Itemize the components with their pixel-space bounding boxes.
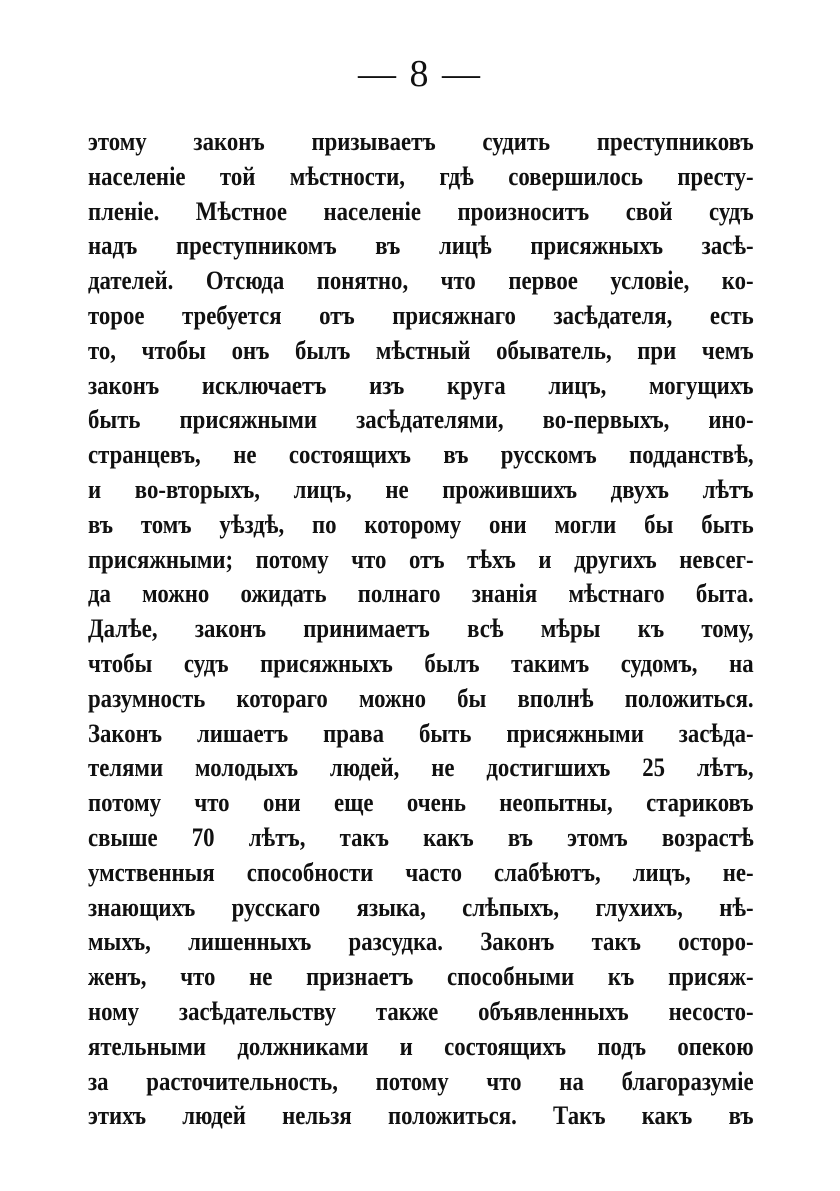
word: есть <box>709 299 754 330</box>
word: способными <box>447 961 575 992</box>
word: лѣтъ, <box>248 821 306 852</box>
text-line <box>88 924 754 959</box>
word: онъ <box>231 334 270 365</box>
word: Мѣстное <box>195 195 287 226</box>
word: которому <box>364 508 462 539</box>
word: не <box>249 961 273 992</box>
word: расточительность, <box>146 1065 338 1096</box>
word: во-вторыхъ, <box>134 473 260 504</box>
word: призываетъ <box>311 126 436 156</box>
word: засѣдательству <box>178 995 336 1026</box>
word: дателей. <box>88 265 174 296</box>
word: свыше <box>88 821 158 852</box>
word: лицѣ <box>438 230 492 261</box>
word: знающихъ <box>88 891 196 922</box>
word: мѣстный <box>375 334 471 365</box>
word: томъ <box>140 508 192 539</box>
word: разумность <box>88 682 206 713</box>
word: положиться. <box>624 682 754 713</box>
text-line <box>88 716 754 751</box>
word: законъ <box>88 369 160 400</box>
word: чемъ <box>701 334 754 365</box>
word: стариковъ <box>646 787 754 818</box>
word: въ <box>507 821 533 852</box>
word: законъ <box>194 613 267 644</box>
word: слабѣютъ, <box>494 856 601 887</box>
word: способности <box>246 856 374 887</box>
word: чтобы <box>141 334 206 365</box>
text-line <box>88 820 754 855</box>
word: и <box>88 473 102 504</box>
word: потому <box>375 1065 449 1096</box>
word: первое <box>508 265 578 296</box>
word: также <box>375 995 439 1026</box>
word: телями <box>88 752 164 783</box>
word: неопытны, <box>499 787 613 818</box>
word: былъ <box>295 334 351 365</box>
word: 25 <box>642 752 666 783</box>
word: преступниковъ <box>596 126 754 156</box>
word: отъ <box>408 543 445 574</box>
word: въ <box>443 439 469 470</box>
word: во-первыхъ, <box>542 404 670 435</box>
word: свой <box>625 195 673 226</box>
word: лицъ, <box>548 369 607 400</box>
body-text <box>88 124 754 1133</box>
text-line <box>88 472 754 507</box>
word: глухихъ, <box>595 891 683 922</box>
word: 70 <box>191 821 215 852</box>
word: невсег- <box>679 543 754 574</box>
word: и <box>399 1030 413 1061</box>
word: присяжными <box>179 404 318 435</box>
word: какъ <box>423 821 474 852</box>
text-line <box>88 263 754 298</box>
word: лишенныхъ <box>188 926 312 957</box>
word: можно <box>142 578 210 609</box>
text-line <box>88 437 754 472</box>
word: Далѣе, <box>88 613 158 644</box>
word: то, <box>88 334 116 365</box>
text-line <box>88 402 754 437</box>
text-line <box>88 890 754 925</box>
word: ино- <box>708 404 754 435</box>
text-line <box>88 159 754 194</box>
text-line <box>88 507 754 542</box>
word: преступникомъ <box>176 230 337 261</box>
text-line <box>88 959 754 994</box>
word: молодыхъ <box>195 752 299 783</box>
word: очень <box>406 787 466 818</box>
word: быть <box>88 404 141 435</box>
word: судъ <box>709 195 754 226</box>
text-line <box>88 855 754 890</box>
word: людей, <box>329 752 400 783</box>
word: людей <box>182 1100 246 1131</box>
word: языка, <box>356 891 426 922</box>
text-line <box>88 994 754 1029</box>
text-line <box>88 576 754 611</box>
word: что <box>180 961 216 992</box>
word: объявленныхъ <box>478 995 629 1026</box>
word: на <box>559 1065 584 1096</box>
word: другихъ <box>574 543 657 574</box>
word: населеніе <box>323 195 421 226</box>
word: потому <box>88 787 162 818</box>
word: понятно, <box>316 265 409 296</box>
word: не <box>431 752 455 783</box>
word: населеніе <box>88 160 186 191</box>
word: прожившихъ <box>442 473 578 504</box>
word: отъ <box>319 299 355 330</box>
word: слѣпыхъ, <box>462 891 560 922</box>
word: Такъ <box>553 1100 606 1131</box>
word: положиться. <box>387 1100 517 1131</box>
text-line <box>88 542 754 577</box>
word: засѣ- <box>701 230 754 261</box>
word: лицъ, <box>293 473 352 504</box>
word: по <box>312 508 337 539</box>
word: странцевъ, <box>88 439 201 470</box>
word: что <box>351 543 387 574</box>
word: исключаетъ <box>201 369 327 400</box>
word: подданствѣ, <box>629 439 754 470</box>
text-line <box>88 611 754 646</box>
word: засѣдателями, <box>356 404 504 435</box>
word: что <box>440 265 476 296</box>
text-line <box>88 194 754 229</box>
word: тому, <box>701 613 754 644</box>
word: лицъ, <box>632 856 691 887</box>
word: торое <box>88 299 145 330</box>
word: что <box>194 787 230 818</box>
word: двухъ <box>610 473 669 504</box>
word: часто <box>405 856 462 887</box>
word: засѣдателя, <box>553 299 673 330</box>
word: за <box>88 1065 109 1096</box>
text-line <box>88 646 754 681</box>
word: русскаго <box>231 891 321 922</box>
word: ожидать <box>240 578 327 609</box>
word: женъ, <box>88 961 147 992</box>
word: русскомъ <box>500 439 597 470</box>
word: ятельными <box>88 1030 207 1061</box>
text-line <box>88 785 754 820</box>
word: этому <box>88 126 147 156</box>
word: мѣстности, <box>289 160 405 191</box>
word: какъ <box>641 1100 693 1131</box>
word: условіе, <box>610 265 690 296</box>
word: обыватель, <box>496 334 612 365</box>
word: гдѣ <box>439 160 474 191</box>
word: къ <box>607 961 635 992</box>
word: присяжныхъ <box>260 647 393 678</box>
word: Отсюда <box>205 265 285 296</box>
word: былъ <box>424 647 480 678</box>
word: этомъ <box>567 821 628 852</box>
text-line <box>88 1029 754 1064</box>
word: что <box>486 1065 522 1096</box>
word: благоразуміе <box>621 1065 754 1096</box>
word: быта. <box>695 578 754 609</box>
word: признаетъ <box>306 961 414 992</box>
word: могущихъ <box>649 369 754 400</box>
word: подъ <box>597 1030 647 1061</box>
page-number: — 8 — <box>358 53 482 95</box>
word: произноситъ <box>457 195 590 226</box>
word: котораго <box>236 682 328 713</box>
word: знанія <box>471 578 538 609</box>
word: присяжнаго <box>392 299 516 330</box>
word: нѣ- <box>719 891 754 922</box>
word: присяжныхъ <box>530 230 664 261</box>
text-line <box>88 368 754 403</box>
word: вполнѣ <box>517 682 594 713</box>
word: и <box>538 543 552 574</box>
word: нельзя <box>282 1100 352 1131</box>
word: тѣхъ <box>467 543 516 574</box>
word: да <box>88 578 111 609</box>
word: такимъ <box>511 647 590 678</box>
text-line <box>88 228 754 263</box>
word: судить <box>482 126 551 156</box>
word: присяжными; <box>88 543 234 574</box>
word: чтобы <box>88 647 153 678</box>
word: не <box>233 439 257 470</box>
word: этихъ <box>88 1100 146 1131</box>
word: должниками <box>237 1030 369 1061</box>
word: ко- <box>721 265 754 296</box>
word: несосто- <box>668 995 754 1026</box>
word: на <box>729 647 754 678</box>
word: Законъ <box>480 926 555 957</box>
word: всѣ <box>467 613 504 644</box>
word: опекою <box>677 1030 754 1061</box>
word: требуется <box>182 299 282 330</box>
word: лишаетъ <box>197 717 289 748</box>
word: изъ <box>369 369 405 400</box>
word: въ <box>728 1100 754 1131</box>
word: принимаетъ <box>303 613 430 644</box>
word: къ <box>637 613 665 644</box>
word: состоящихъ <box>444 1030 567 1061</box>
word: возрастѣ <box>661 821 754 852</box>
word: осторо- <box>678 926 754 957</box>
text-line <box>88 750 754 785</box>
word: престу- <box>677 160 754 191</box>
word: они <box>489 508 527 539</box>
word: бы <box>457 682 487 713</box>
word: бы <box>644 508 674 539</box>
word: присяжными <box>506 717 644 748</box>
word: права <box>323 717 385 748</box>
word: уѣздѣ, <box>219 508 285 539</box>
word: не <box>385 473 409 504</box>
word: лѣтъ <box>702 473 754 504</box>
word: разсудка. <box>348 926 443 957</box>
word: состоящихъ <box>288 439 411 470</box>
word: судомъ, <box>620 647 698 678</box>
word: засѣда- <box>678 717 754 748</box>
text-line <box>88 333 754 368</box>
text-line <box>88 298 754 333</box>
word: присяж- <box>668 961 754 992</box>
word: могли <box>554 508 617 539</box>
word: потому <box>255 543 329 574</box>
word: въ <box>375 230 401 261</box>
word: можно <box>358 682 427 713</box>
word: ному <box>88 995 140 1026</box>
word: той <box>219 160 256 191</box>
word: еще <box>334 787 374 818</box>
word: при <box>637 334 677 365</box>
word: пленіе. <box>88 195 160 226</box>
text-line <box>88 124 754 159</box>
word: быть <box>418 717 472 748</box>
word: судъ <box>183 647 229 678</box>
word: мѣры <box>540 613 601 644</box>
text-line <box>88 1064 754 1099</box>
text-line <box>88 1098 754 1133</box>
word: мыхъ, <box>88 926 151 957</box>
word: быть <box>701 508 754 539</box>
word: полнаго <box>357 578 441 609</box>
word: не- <box>722 856 754 887</box>
word: совершилось <box>508 160 643 191</box>
word: надъ <box>88 230 138 261</box>
word: въ <box>88 508 114 539</box>
word: такъ <box>591 926 641 957</box>
word: умственныя <box>88 856 215 887</box>
word: они <box>262 787 301 818</box>
word: мѣстнаго <box>568 578 665 609</box>
text-line <box>88 681 754 716</box>
word: такъ <box>339 821 389 852</box>
word: достигшихъ <box>486 752 611 783</box>
word: круга <box>446 369 506 400</box>
word: лѣтъ, <box>696 752 754 783</box>
word: Законъ <box>88 717 163 748</box>
word: законъ <box>193 126 265 156</box>
